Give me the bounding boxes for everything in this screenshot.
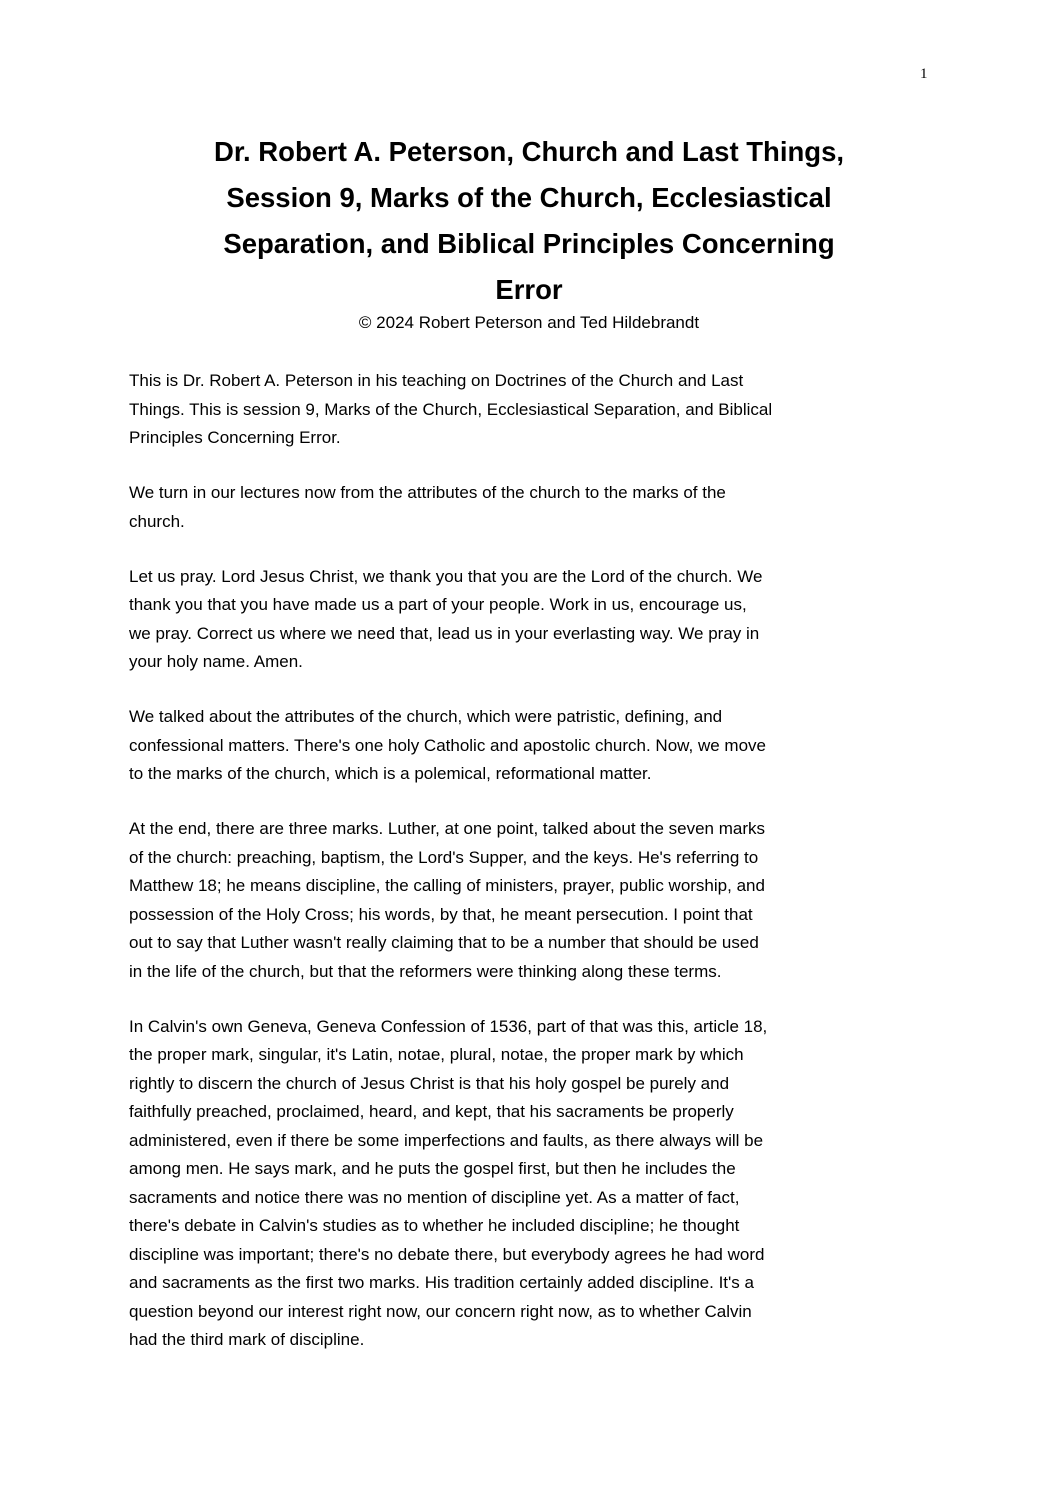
text-line: there's debate in Calvin's studies as to whether he included discipline; he thought [129, 1216, 740, 1235]
text-line: we pray. Correct us where we need that, lead us in your everlasting way. We pray in [129, 623, 760, 643]
paragraph [129, 367, 949, 453]
text-line: to the marks of the church, which is a polemical, reformational matter. [129, 764, 652, 783]
copyright-line: © 2024 Robert Peterson and Ted Hildebrandt [358, 313, 700, 332]
text-line: We turn in our lectures now from the attributes of the church to the marks of the [129, 483, 726, 502]
paragraph [129, 703, 949, 789]
text-line: your holy name. Amen. [129, 652, 303, 671]
document-body [129, 367, 949, 1381]
text-line: out to say that Luther wasn't really claiming that to be a number that should be used [129, 933, 759, 952]
title-line: Separation, and Biblical Principles Concerning [223, 228, 835, 259]
paragraph [129, 479, 949, 536]
text-line: possession of the Holy Cross; his words, by that, he meant persecution. I point that [129, 904, 753, 924]
text-line: among men. He says mark, and he puts the gospel first, but then he includes the [129, 1159, 736, 1178]
title-line: Session 9, Marks of the Church, Ecclesiastical [226, 182, 832, 213]
text-line: At the end, there are three marks. Luther, at one point, talked about the seven marks [129, 819, 765, 838]
text-line: rightly to discern the church of Jesus Christ is that his holy gospel be purely and [129, 1073, 730, 1093]
text-line: in the life of the church, but that the reformers were thinking along these terms. [129, 961, 722, 981]
text-line: In Calvin's own Geneva, Geneva Confession of 1536, part of that was this, article 18, [129, 1016, 768, 1036]
text-line: confessional matters. There's one holy Catholic and apostolic church. Now, we move [129, 735, 766, 755]
text-line: thank you that you have made us a part of your people. Work in us, encourage us, [129, 595, 747, 614]
text-line: We talked about the attributes of the church, which were patristic, defining, and [129, 707, 723, 726]
text-line: question beyond our interest right now, our concern right now, as to whether Calvin [129, 1301, 752, 1321]
text-line: church. [129, 511, 185, 531]
text-line: sacraments and notice there was no mention of discipline yet. As a matter of fact, [129, 1187, 740, 1207]
page-number: 1 [920, 66, 928, 82]
text-line: faithfully preached, proclaimed, heard, and kept, that his sacraments be properly [129, 1102, 734, 1121]
paragraph [129, 563, 949, 677]
text-line: This is Dr. Robert A. Peterson in his teaching on Doctrines of the Church and Last [129, 371, 744, 390]
text-line: discipline was important; there's no debate there, but everybody agrees he had word [129, 1244, 765, 1264]
text-line: and sacraments as the first two marks. His tradition certainly added discipline. It's a [129, 1273, 754, 1292]
text-line: Matthew 18; he means discipline, the calling of ministers, prayer, public worship, and [129, 876, 765, 895]
paragraph [129, 1013, 949, 1355]
text-line: Things. This is session 9, Marks of the Church, Ecclesiastical Separation, and Biblical [129, 399, 773, 419]
text-line: had the third mark of discipline. [129, 1330, 365, 1349]
text-line: of the church: preaching, baptism, the Lord's Supper, and the keys. He's referring to [129, 847, 759, 867]
title-line: Error [495, 274, 563, 305]
paragraph [129, 815, 949, 986]
document-title [60, 129, 998, 313]
title-line: Dr. Robert A. Peterson, Church and Last Things, [213, 136, 845, 167]
text-line: Let us pray. Lord Jesus Christ, we thank you that you are the Lord of the church. We [129, 566, 763, 586]
text-line: administered, even if there be some imperfections and faults, as there always will be [129, 1130, 764, 1150]
text-line: Principles Concerning Error. [129, 428, 341, 447]
text-line: the proper mark, singular, it's Latin, notae, plural, notae, the proper mark by which [129, 1045, 744, 1064]
